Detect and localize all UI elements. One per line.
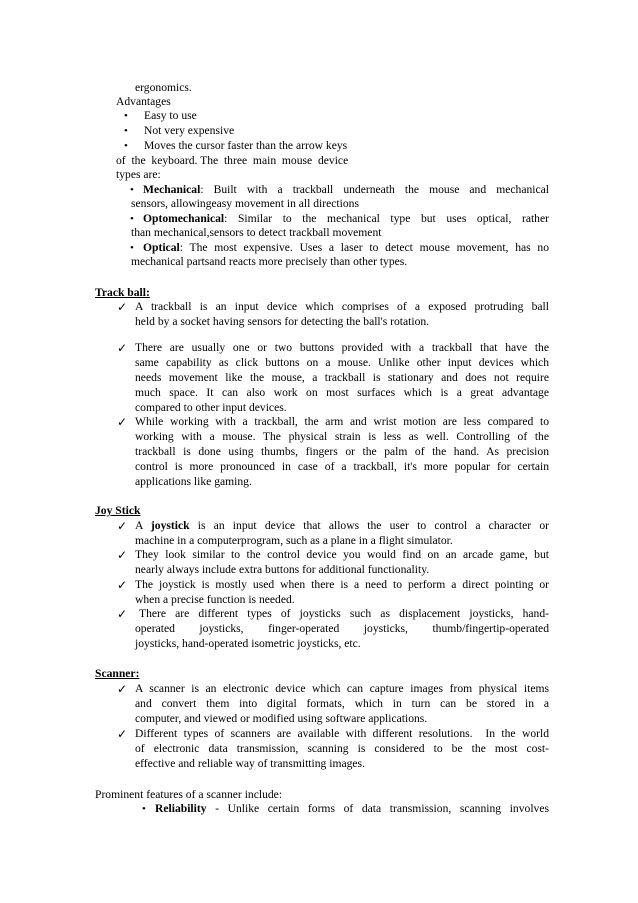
mouse-type-mechanical: Mechanical: Built with a trackball underneath the mouse and mechanical	[143, 183, 549, 196]
bullet-icon: •	[124, 140, 128, 152]
scanner-line: and convert them into digital formats, which in turn can be stored in a	[135, 697, 549, 710]
scanner-line: A scanner is an electronic device which can capture images from physical items	[135, 682, 549, 695]
joystick-term: joystick	[150, 519, 190, 532]
mouse-type-term: Optomechanical	[143, 212, 225, 225]
bullet-icon: •	[130, 184, 134, 196]
keyboard-line: of the keyboard. The three main mouse device	[116, 154, 349, 167]
joystick-line: machine in a computerprogram, such as a plane in a flight simulator.	[135, 534, 453, 547]
trackball-line: held by a socket having sensors for detecting the ball's rotation.	[135, 315, 430, 328]
trackball-line: needs movement like the mouse, a trackball is stationary and does not require	[135, 371, 549, 384]
trackball-heading: Track ball:	[95, 286, 150, 299]
mouse-type-term: Mechanical	[143, 183, 201, 196]
mouse-type-optical: Optical: The most expensive. Uses a laser to detect mouse movement, has no	[143, 241, 549, 254]
checkmark-icon: ✓	[117, 519, 128, 533]
advantage-item: Easy to use	[144, 109, 197, 122]
feature-term: Reliability	[155, 802, 207, 815]
mouse-type-line: sensors, allowingeasy movement in all directions	[131, 197, 359, 210]
checkmark-icon: ✓	[117, 341, 128, 355]
scanner-feature-reliability: Reliability - Unlike certain forms of data transmission, scanning involves	[155, 802, 549, 815]
joystick-line: nearly always include extra buttons for additional functionality.	[135, 563, 430, 576]
mouse-type-term: Optical	[143, 241, 180, 254]
joystick-line: joysticks, hand-operated isometric joysticks, etc.	[135, 637, 361, 650]
checkmark-icon: ✓	[117, 727, 128, 741]
trackball-line: much space. It can also work on most surfaces which is a great advantage	[135, 386, 549, 399]
trackball-line: A trackball is an input device which comprises of a exposed protruding ball	[135, 300, 549, 313]
joystick-line: There are different types of joysticks such as displacement joysticks, hand-	[139, 607, 549, 620]
scanner-heading: Scanner:	[95, 667, 140, 680]
bullet-icon: •	[124, 125, 128, 137]
trackball-line: same capability as click buttons on a mouse. Unlike other input devices which	[135, 356, 549, 369]
scanner-line: of electronic data transmission, scanning is considered to be the most cost-	[135, 742, 549, 755]
joystick-line: The joystick is mostly used when there is a need to perform a direct pointing or	[135, 578, 549, 591]
trackball-line: While working with a trackball, the arm and wrist motion are less compared to	[135, 415, 549, 428]
bullet-icon: •	[124, 110, 128, 122]
trackball-line: There are usually one or two buttons provided with a trackball that have the	[135, 341, 549, 354]
joystick-line: A joystick is an input device that allows the user to control a character or	[135, 519, 549, 532]
advantages-label: Advantages	[116, 95, 171, 108]
advantage-item: Not very expensive	[144, 124, 235, 137]
bullet-icon: •	[130, 242, 134, 254]
trackball-line: working with a mouse. The physical strain is less as well. Controlling of the	[135, 430, 549, 443]
trackball-line: compared to other input devices.	[135, 401, 287, 414]
joystick-line: operated joysticks, finger-operated joysticks, thumb/fingertip-operated	[135, 622, 549, 635]
joystick-heading: Joy Stick	[95, 504, 141, 517]
scanner-features-intro: Prominent features of a scanner include:	[95, 788, 283, 801]
checkmark-icon: ✓	[117, 415, 128, 429]
mouse-type-line: mechanical partsand reacts more precisely than other types.	[131, 255, 408, 268]
scanner-line: computer, and viewed or modified using software applications.	[135, 712, 428, 725]
checkmark-icon: ✓	[117, 578, 128, 592]
checkmark-icon: ✓	[117, 607, 128, 621]
checkmark-icon: ✓	[117, 300, 128, 314]
checkmark-icon: ✓	[117, 682, 128, 696]
joystick-line: when a precise function is needed.	[135, 593, 295, 606]
bullet-icon: •	[130, 213, 134, 225]
intro-top-line: ergonomics.	[135, 81, 192, 94]
trackball-line: control is more pronounced in case of a trackball, it's more popular for certain	[135, 460, 549, 473]
bullet-icon: •	[142, 803, 146, 815]
trackball-line: applications like gaming.	[135, 475, 252, 488]
mouse-type-optomechanical: Optomechanical: Similar to the mechanical type but uses optical, rather	[143, 212, 549, 225]
advantage-item: Moves the cursor faster than the arrow keys	[144, 139, 348, 152]
checkmark-icon: ✓	[117, 548, 128, 562]
mouse-type-line: than mechanical,sensors to detect trackball movement	[131, 226, 382, 239]
joystick-line: They look similar to the control device you would find on an arcade game, but	[135, 548, 549, 561]
keyboard-line: types are:	[116, 168, 161, 181]
scanner-line: effective and reliable way of transmitting images.	[135, 757, 365, 770]
trackball-line: trackball is done using thumbs, fingers or the palm of the hand. As precision	[135, 445, 549, 458]
scanner-line: Different types of scanners are available with different resolutions. In the world	[135, 727, 549, 740]
